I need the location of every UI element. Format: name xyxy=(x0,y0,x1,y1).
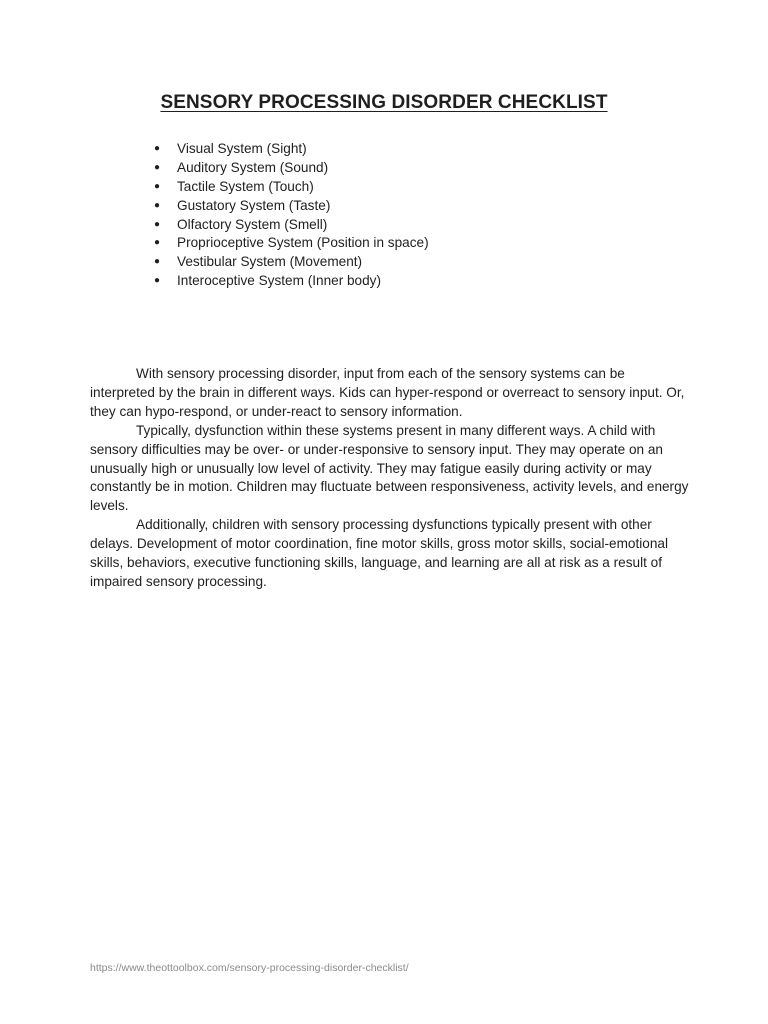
paragraph-intro: With sensory processing disorder, input from each of the sensory systems can be interpreted by the brain in different ways. Kids can hyper-respond or overreact to sensory input. Or, they can hypo-respond, or under-react to sensory information. xyxy=(90,366,685,419)
footer-source-url: https://www.theottoolbox.com/sensory-processing-disorder-checklist/ xyxy=(90,962,409,974)
paragraph-dysfunction: Typically, dysfunction within these systems present in many different ways. A child with sensory difficulties may be over- or under-responsive to sensory input. They may operate on an unusually high or unusually low level of activity. They may fatigue easily during activity or may constantly be in motion. Children may fluctuate between responsiveness, activity levels, and energy levels. xyxy=(90,422,689,514)
bullet-icon: ● xyxy=(154,218,161,230)
list-item-label: Olfactory System (Smell) xyxy=(177,216,328,232)
paragraph-delays: Additionally, children with sensory processing dysfunctions typically present with other delays. Development of motor coordination, fine motor skills, gross motor skills, social-emotional skills, behaviors, executive functioning skills, language, and learning are all at risk as a result of impaired sensory processing. xyxy=(90,517,668,589)
bullet-icon: ● xyxy=(154,180,161,192)
bullet-icon: ● xyxy=(154,275,161,287)
list-item xyxy=(152,140,429,159)
list-item-label: Auditory System (Sound) xyxy=(177,159,329,175)
bullet-icon: ● xyxy=(154,237,161,249)
list-item-label: Gustatory System (Taste) xyxy=(177,197,331,213)
list-item xyxy=(152,178,429,197)
list-item xyxy=(152,234,429,253)
document-title: SENSORY PROCESSING DISORDER CHECKLIST xyxy=(160,92,608,113)
list-item-label: Proprioceptive System (Position in space) xyxy=(177,235,429,251)
list-item xyxy=(152,197,429,216)
bullet-icon: ● xyxy=(154,161,161,173)
bullet-icon: ● xyxy=(154,256,161,268)
bullet-icon: ● xyxy=(154,199,161,211)
bullet-icon: ● xyxy=(154,143,161,154)
sensory-systems-list xyxy=(152,140,429,291)
list-item xyxy=(152,253,429,272)
list-item xyxy=(152,159,429,178)
list-item-label: Tactile System (Touch) xyxy=(177,178,314,194)
list-item xyxy=(152,272,429,291)
list-item-label: Vestibular System (Movement) xyxy=(177,254,363,270)
list-item-label: Interoceptive System (Inner body) xyxy=(177,273,381,289)
list-item xyxy=(152,216,429,235)
body-text xyxy=(90,365,690,592)
list-item-label: Visual System (Sight) xyxy=(177,141,307,156)
